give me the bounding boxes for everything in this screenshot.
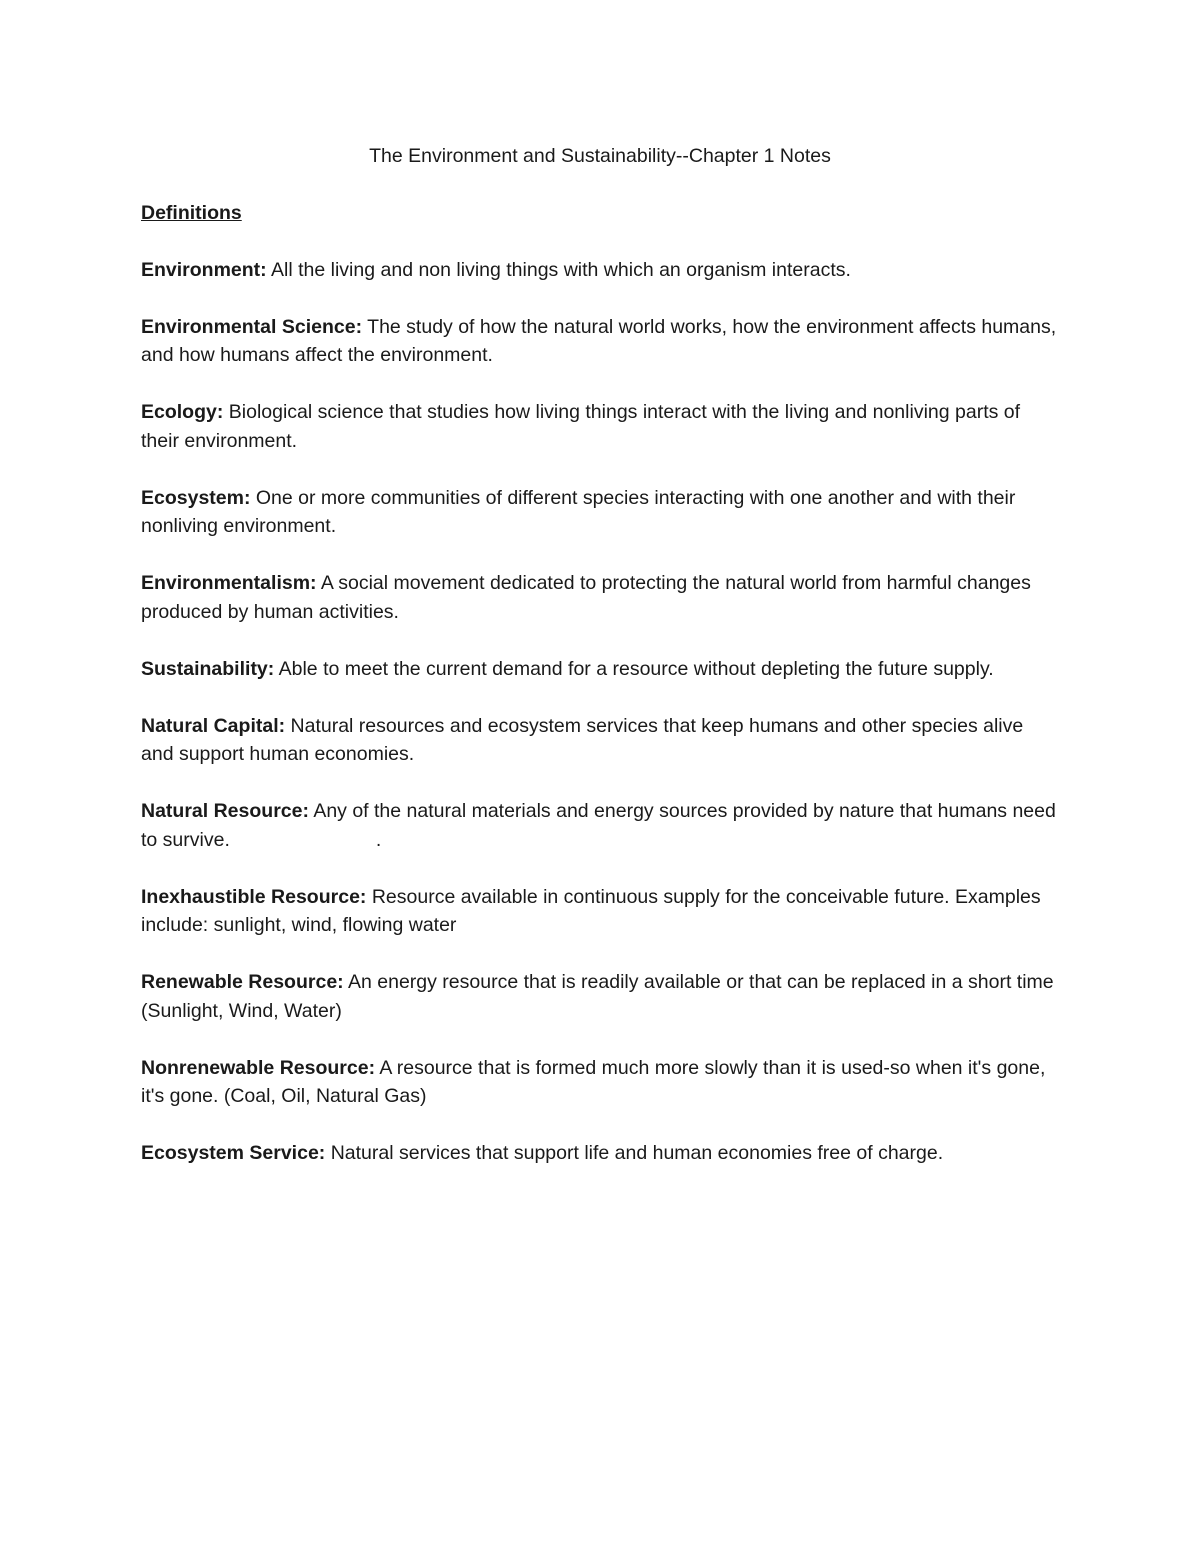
definition-term: Environmental Science: [141, 315, 363, 338]
definition-term: Sustainability: [141, 657, 275, 680]
definition-text: One or more communities of different species interacting with one another and with their nonliving environment. [141, 486, 1016, 537]
section-heading-definitions: Definitions [141, 201, 242, 224]
definition-term: Environment: [141, 258, 267, 281]
definition-text: An energy resource that is readily available or that can be replaced in a short time (Sunlight, Wind, Water) [141, 971, 1054, 1022]
definition-text: Natural services that support life and human economies free of charge. [330, 1142, 944, 1164]
definition-natural-resource [141, 797, 1061, 854]
definition-text: Able to meet the current demand for a resource without depleting the future supply. [278, 657, 994, 680]
definition-ecosystem [141, 484, 1061, 541]
definition-term: Renewable Resource: [141, 971, 344, 993]
definition-term: Environmentalism: [141, 572, 317, 594]
definition-term: Natural Capital: [141, 714, 286, 737]
definition-text: Natural resources and ecosystem services that keep humans and other species alive and support human economies. [141, 714, 1024, 765]
definition-environment [141, 256, 1061, 285]
trailing-period: . [375, 828, 382, 851]
definition-text: All the living and non living things with which an organism interacts. [271, 258, 851, 281]
definition-term: Inexhaustible Resource: [141, 885, 367, 908]
definition-sustainability [141, 655, 1061, 684]
document-body [141, 142, 1061, 1196]
definition-term: Ecosystem Service: [141, 1142, 326, 1164]
definition-nonrenewable-resource [141, 1054, 1061, 1111]
definition-environmentalism [141, 569, 1061, 626]
definition-term: Nonrenewable Resource: [141, 1056, 376, 1079]
definition-environmental-science [141, 313, 1061, 370]
definition-ecology [141, 398, 1061, 455]
definition-text: A resource that is formed much more slowly than it is used-so when it's gone, it's gone. (Coal, Oil, Natural Gas) [141, 1056, 1046, 1107]
definition-term: Ecology: [141, 401, 224, 423]
definition-text: Any of the natural materials and energy sources provided by nature that humans need to survive. [141, 800, 1056, 851]
definition-text: The study of how the natural world works, how the environment affects humans, and how humans affect the environment. [141, 315, 1057, 366]
definition-text: Biological science that studies how living things interact with the living and nonliving parts of their environment. [141, 401, 1021, 452]
definition-text: Resource available in continuous supply for the conceivable future. Examples include: sunlight, wind, flowing water [141, 885, 1041, 936]
definition-renewable-resource [141, 968, 1061, 1025]
document-title: The Environment and Sustainability--Chapter 1 Notes [369, 145, 831, 167]
definition-text: A social movement dedicated to protecting the natural world from harmful changes produced by human activities. [141, 572, 1031, 623]
definition-ecosystem-service [141, 1139, 1061, 1168]
definition-term: Ecosystem: [141, 486, 251, 509]
definition-term: Natural Resource: [141, 800, 309, 822]
definition-inexhaustible-resource [141, 883, 1061, 940]
definition-natural-capital [141, 712, 1061, 769]
